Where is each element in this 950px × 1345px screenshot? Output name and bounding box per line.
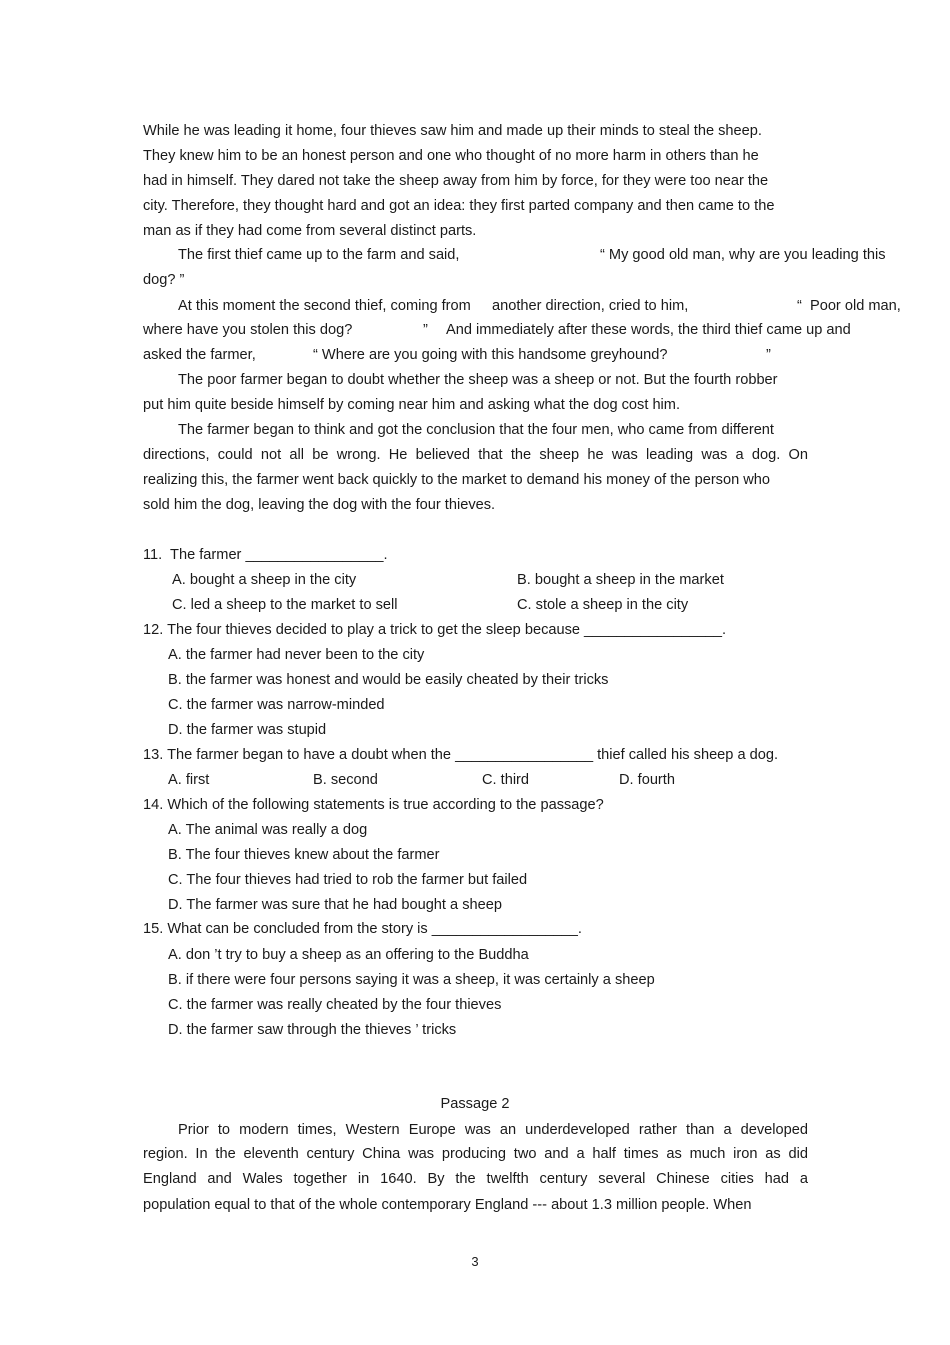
answer-option[interactable]: C. the farmer was narrow-minded [168, 697, 385, 713]
passage-line: And immediately after these words, the third thief came up and [446, 322, 851, 338]
answer-option[interactable]: A. the farmer had never been to the city [168, 647, 425, 663]
question-stem: 11. The farmer _________________. [143, 547, 388, 563]
page-number: 3 [471, 1254, 479, 1269]
passage-line: While he was leading it home, four thieves saw him and made up their minds to steal the sheep. [143, 123, 762, 139]
passage-line: England and Wales together in 1640. By the twelfth century several Chinese cities had a [143, 1171, 808, 1187]
passage-line: city. Therefore, they thought hard and got an idea: they first parted company and then came to the [143, 198, 775, 214]
answer-option[interactable]: B. if there were four persons saying it was a sheep, it was certainly a sheep [168, 972, 655, 988]
passage-line: had in himself. They dared not take the sheep away from him by force, for they were too near the [143, 173, 769, 189]
passage-line: “ Where are you going with this handsome greyhound? [313, 347, 668, 363]
passage-line: Prior to modern times, Western Europe was an underdeveloped rather than a developed [178, 1122, 808, 1138]
answer-option[interactable]: D. the farmer saw through the thieves ’ tricks [168, 1022, 457, 1038]
passage-line: The poor farmer began to doubt whether the sheep was a sheep or not. But the fourth robber [178, 372, 778, 388]
answer-option[interactable]: D. the farmer was stupid [168, 722, 327, 738]
passage-line: put him quite beside himself by coming near him and asking what the dog cost him. [143, 397, 681, 413]
passage-line: “ My good old man, why are you leading this [600, 247, 886, 263]
passage-line: ” [423, 322, 428, 338]
passage-line: man as if they had come from several distinct parts. [143, 223, 477, 239]
passage-title: Passage 2 [440, 1096, 510, 1112]
answer-option[interactable]: B. The four thieves knew about the farmer [168, 847, 440, 863]
question-stem: 12. The four thieves decided to play a trick to get the sleep because _________________. [143, 622, 727, 638]
question-stem: 13. The farmer began to have a doubt when the _________________ thief called his sheep a dog. [143, 747, 779, 763]
answer-option[interactable]: C. the farmer was really cheated by the four thieves [168, 997, 502, 1013]
passage-line: asked the farmer, [143, 347, 256, 363]
question-stem: 15. What can be concluded from the story is __________________. [143, 921, 582, 937]
answer-option[interactable]: A. The animal was really a dog [168, 822, 368, 838]
passage-line: The first thief came up to the farm and said, [178, 247, 460, 263]
answer-option[interactable]: B. bought a sheep in the market [517, 572, 724, 588]
passage-line: They knew him to be an honest person and one who thought of no more harm in others than he [143, 148, 759, 164]
answer-option[interactable]: B. the farmer was honest and would be easily cheated by their tricks [168, 672, 609, 688]
passage-line: The farmer began to think and got the conclusion that the four men, who came from different [178, 422, 774, 438]
answer-option[interactable]: A. bought a sheep in the city [172, 572, 357, 588]
answer-option[interactable]: D. fourth [619, 772, 675, 788]
answer-option[interactable]: A. don ’t try to buy a sheep as an offering to the Buddha [168, 947, 529, 963]
passage-line: directions, could not all be wrong. He believed that the sheep he was leading was a dog. On [143, 447, 808, 463]
passage-line: where have you stolen this dog? [143, 322, 353, 338]
answer-option[interactable]: C. The four thieves had tried to rob the farmer but failed [168, 872, 528, 888]
passage-line: ” [766, 347, 771, 363]
answer-option[interactable]: B. second [313, 772, 378, 788]
passage-line: dog? ” [143, 272, 185, 288]
passage-line: sold him the dog, leaving the dog with the four thieves. [143, 497, 496, 513]
question-stem: 14. Which of the following statements is true according to the passage? [143, 797, 604, 813]
answer-option[interactable]: A. first [168, 772, 210, 788]
passage-line: population equal to that of the whole contemporary England --- about 1.3 million people. When [143, 1197, 752, 1213]
answer-option[interactable]: C. stole a sheep in the city [517, 597, 689, 613]
passage-line: At this moment the second thief, coming from [178, 298, 471, 314]
answer-option[interactable]: D. The farmer was sure that he had bought a sheep [168, 897, 502, 913]
passage-line: “ Poor old man, [797, 298, 901, 314]
passage-line: realizing this, the farmer went back quickly to the market to demand his money of the person who [143, 472, 771, 488]
answer-option[interactable]: C. led a sheep to the market to sell [172, 597, 398, 613]
passage-line: region. In the eleventh century China was producing two and a half times as much iron as did [143, 1146, 808, 1162]
passage-line: another direction, cried to him, [492, 298, 689, 314]
answer-option[interactable]: C. third [482, 772, 530, 788]
